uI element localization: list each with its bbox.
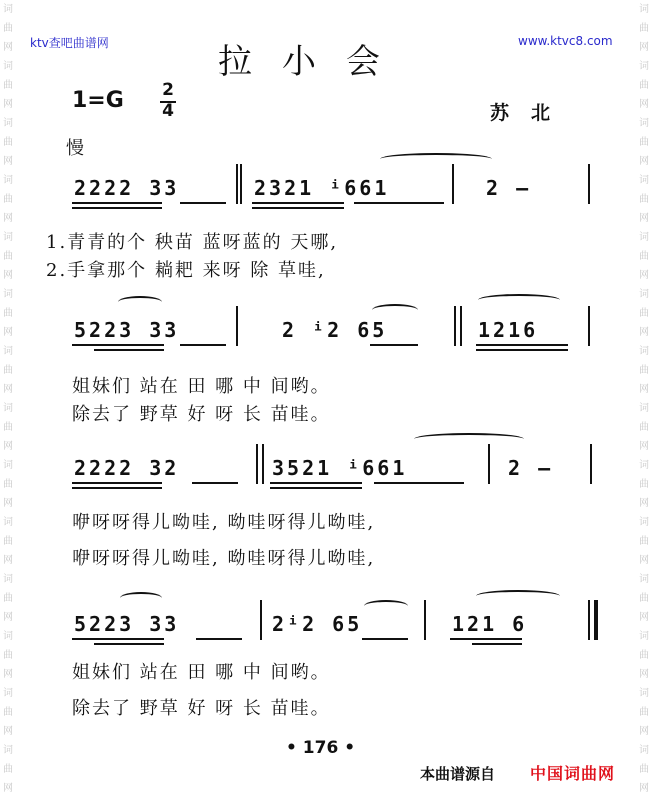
beam — [252, 202, 344, 204]
side-watermark-glyph: 网 — [3, 213, 13, 224]
beam — [270, 487, 362, 489]
side-watermark-glyph: 曲 — [639, 422, 649, 433]
time-signature-top: 2 — [162, 80, 174, 100]
system-2-measure-2: 2 ⁱ2 65 — [282, 318, 388, 342]
side-watermark-glyph: 曲 — [639, 479, 649, 490]
side-watermark-glyph: 词 — [639, 688, 649, 699]
barline — [460, 306, 462, 346]
beam — [472, 643, 522, 645]
side-watermark-glyph: 曲 — [639, 137, 649, 148]
side-watermark-glyph: 曲 — [639, 251, 649, 262]
barline — [240, 164, 242, 204]
system-1-lyrics-1: 1.青青的个 秧苗 蓝呀蓝的 天哪, — [46, 232, 339, 253]
side-watermark-glyph: 网 — [3, 669, 13, 680]
beam — [72, 202, 162, 204]
beam — [72, 207, 162, 209]
beam — [196, 638, 242, 640]
system-1-lyrics-2: 2.手拿那个 耥耙 来呀 除 草哇, — [46, 260, 326, 281]
barline — [256, 444, 258, 484]
side-watermark-glyph: 词 — [3, 4, 13, 15]
slur — [364, 600, 408, 612]
side-watermark-glyph: 词 — [3, 460, 13, 471]
side-watermark-glyph: 词 — [639, 517, 649, 528]
system-3-lyrics-2: 咿呀呀得儿呦哇, 呦哇呀得儿呦哇, — [72, 548, 376, 569]
side-watermark-glyph: 网 — [639, 441, 649, 452]
side-watermark-glyph: 网 — [639, 270, 649, 281]
side-watermark-glyph: 曲 — [3, 194, 13, 205]
beam — [94, 643, 164, 645]
side-watermark-glyph: 曲 — [3, 707, 13, 718]
side-watermark-glyph: 曲 — [639, 764, 649, 775]
slur — [478, 294, 560, 306]
beam — [72, 482, 162, 484]
left-side-watermark — [2, 0, 14, 808]
side-watermark-glyph: 词 — [639, 175, 649, 186]
side-watermark-glyph: 曲 — [639, 536, 649, 547]
barline — [452, 164, 454, 204]
side-watermark-glyph: 词 — [3, 517, 13, 528]
side-watermark-glyph: 词 — [3, 118, 13, 129]
final-barline — [594, 600, 598, 640]
side-watermark-glyph: 网 — [639, 612, 649, 623]
beam — [270, 482, 362, 484]
side-watermark-glyph: 曲 — [639, 365, 649, 376]
side-watermark-glyph: 词 — [3, 688, 13, 699]
side-watermark-glyph: 词 — [3, 574, 13, 585]
side-watermark-glyph: 网 — [639, 498, 649, 509]
right-side-watermark — [638, 0, 650, 808]
side-watermark-glyph: 曲 — [639, 80, 649, 91]
side-watermark-glyph: 词 — [3, 631, 13, 642]
system-2-measure-1: 5223 33 — [74, 318, 180, 342]
side-watermark-glyph: 曲 — [639, 23, 649, 34]
source-label: 本曲谱源自 — [420, 765, 496, 783]
system-3-measure-3: 2 — — [508, 456, 554, 480]
side-watermark-glyph: 曲 — [639, 308, 649, 319]
system-4-measure-3: 121 6 — [452, 612, 528, 636]
side-watermark-glyph: 词 — [639, 403, 649, 414]
system-3-measure-1: 2222 32 — [74, 456, 180, 480]
system-1-measure-2: 2321 ⁱ661 — [254, 176, 390, 200]
system-2-measure-3: 1216 — [478, 318, 539, 342]
side-watermark-glyph: 词 — [639, 460, 649, 471]
side-watermark-glyph: 网 — [3, 42, 13, 53]
barline — [588, 164, 590, 204]
system-4-lyrics-2: 除去了 野草 好 呀 长 苗哇。 — [72, 698, 331, 719]
side-watermark-glyph: 网 — [639, 42, 649, 53]
side-watermark-glyph: 网 — [3, 441, 13, 452]
barline — [236, 164, 238, 204]
side-watermark-glyph: 网 — [3, 498, 13, 509]
beam — [354, 202, 444, 204]
beam — [72, 344, 164, 346]
beam — [374, 482, 464, 484]
side-watermark-glyph: 网 — [639, 783, 649, 794]
side-watermark-glyph: 词 — [639, 346, 649, 357]
side-watermark-glyph: 词 — [3, 403, 13, 414]
side-watermark-glyph: 词 — [639, 61, 649, 72]
barline — [488, 444, 490, 484]
beam — [192, 482, 238, 484]
side-watermark-glyph: 网 — [639, 384, 649, 395]
side-watermark-glyph: 曲 — [3, 422, 13, 433]
side-watermark-glyph: 网 — [3, 327, 13, 338]
side-watermark-glyph: 词 — [639, 289, 649, 300]
side-watermark-glyph: 网 — [3, 156, 13, 167]
side-watermark-glyph: 网 — [3, 270, 13, 281]
system-2-lyrics-2: 除去了 野草 好 呀 长 苗哇。 — [72, 404, 331, 425]
barline — [588, 600, 590, 640]
system-4-measure-2: 2ⁱ2 65 — [272, 612, 363, 636]
side-watermark-glyph: 词 — [639, 574, 649, 585]
side-watermark-glyph: 词 — [639, 232, 649, 243]
system-4-lyrics-1: 姐妹们 站在 田 哪 中 间哟。 — [72, 662, 331, 683]
slur — [414, 433, 524, 445]
slur — [118, 296, 162, 308]
side-watermark-glyph: 曲 — [3, 479, 13, 490]
side-watermark-glyph: 网 — [639, 669, 649, 680]
key-signature: 1=G — [72, 88, 124, 113]
barline — [260, 600, 262, 640]
side-watermark-glyph: 词 — [3, 289, 13, 300]
side-watermark-glyph: 网 — [639, 213, 649, 224]
side-watermark-glyph: 网 — [3, 384, 13, 395]
song-title: 拉小会 — [218, 42, 410, 82]
side-watermark-glyph: 曲 — [3, 23, 13, 34]
page-number: • 176 • — [286, 738, 356, 758]
region-label: 苏北 — [490, 102, 573, 124]
beam — [94, 349, 164, 351]
side-watermark-glyph: 词 — [3, 346, 13, 357]
beam — [476, 349, 568, 351]
barline — [588, 306, 590, 346]
side-watermark-glyph: 网 — [639, 555, 649, 566]
watermark-right: www.ktvc8.com — [518, 34, 613, 48]
side-watermark-glyph: 词 — [3, 232, 13, 243]
side-watermark-glyph: 曲 — [639, 707, 649, 718]
slur — [372, 304, 418, 316]
beam — [362, 638, 408, 640]
side-watermark-glyph: 词 — [3, 745, 13, 756]
side-watermark-glyph: 词 — [639, 118, 649, 129]
side-watermark-glyph: 词 — [639, 631, 649, 642]
system-3-lyrics-1: 咿呀呀得儿呦哇, 呦哇呀得儿呦哇, — [72, 512, 376, 533]
side-watermark-glyph: 曲 — [3, 137, 13, 148]
side-watermark-glyph: 网 — [3, 612, 13, 623]
barline — [590, 444, 592, 484]
system-2-lyrics-1: 姐妹们 站在 田 哪 中 间哟。 — [72, 376, 331, 397]
watermark-left: ktv查吧曲谱网 — [30, 36, 109, 50]
beam — [370, 344, 418, 346]
beam — [180, 344, 226, 346]
side-watermark-glyph: 曲 — [3, 80, 13, 91]
system-3-measure-2: 3521 ⁱ661 — [272, 456, 408, 480]
side-watermark-glyph: 词 — [639, 4, 649, 15]
beam — [450, 638, 522, 640]
side-watermark-glyph: 曲 — [3, 365, 13, 376]
system-1-measure-1: 2222 33 — [74, 176, 180, 200]
slur — [380, 153, 492, 165]
barline — [236, 306, 238, 346]
beam — [476, 344, 568, 346]
side-watermark-glyph: 网 — [3, 555, 13, 566]
source-site-link[interactable]: 中国词曲网 — [530, 764, 616, 783]
side-watermark-glyph: 网 — [639, 156, 649, 167]
beam — [72, 638, 164, 640]
side-watermark-glyph: 网 — [639, 726, 649, 737]
side-watermark-glyph: 网 — [3, 726, 13, 737]
side-watermark-glyph: 词 — [3, 61, 13, 72]
side-watermark-glyph: 曲 — [3, 536, 13, 547]
tempo-marking: 慢 — [66, 138, 84, 159]
beam — [72, 487, 162, 489]
side-watermark-glyph: 网 — [3, 99, 13, 110]
time-signature-bottom: 4 — [162, 101, 174, 121]
side-watermark-glyph: 曲 — [639, 194, 649, 205]
side-watermark-glyph: 网 — [639, 99, 649, 110]
barline — [424, 600, 426, 640]
system-4-measure-1: 5223 33 — [74, 612, 180, 636]
barline — [262, 444, 264, 484]
side-watermark-glyph: 曲 — [3, 308, 13, 319]
side-watermark-glyph: 曲 — [3, 650, 13, 661]
side-watermark-glyph: 词 — [639, 745, 649, 756]
beam — [180, 202, 226, 204]
side-watermark-glyph: 网 — [639, 327, 649, 338]
system-1-measure-3: 2 — — [486, 176, 532, 200]
beam — [252, 207, 344, 209]
barline — [454, 306, 456, 346]
slur — [476, 590, 560, 602]
slur — [120, 592, 162, 604]
side-watermark-glyph: 曲 — [3, 251, 13, 262]
side-watermark-glyph: 曲 — [3, 764, 13, 775]
side-watermark-glyph: 网 — [3, 783, 13, 794]
side-watermark-glyph: 词 — [3, 175, 13, 186]
side-watermark-glyph: 曲 — [639, 593, 649, 604]
side-watermark-glyph: 曲 — [3, 593, 13, 604]
side-watermark-glyph: 曲 — [639, 650, 649, 661]
